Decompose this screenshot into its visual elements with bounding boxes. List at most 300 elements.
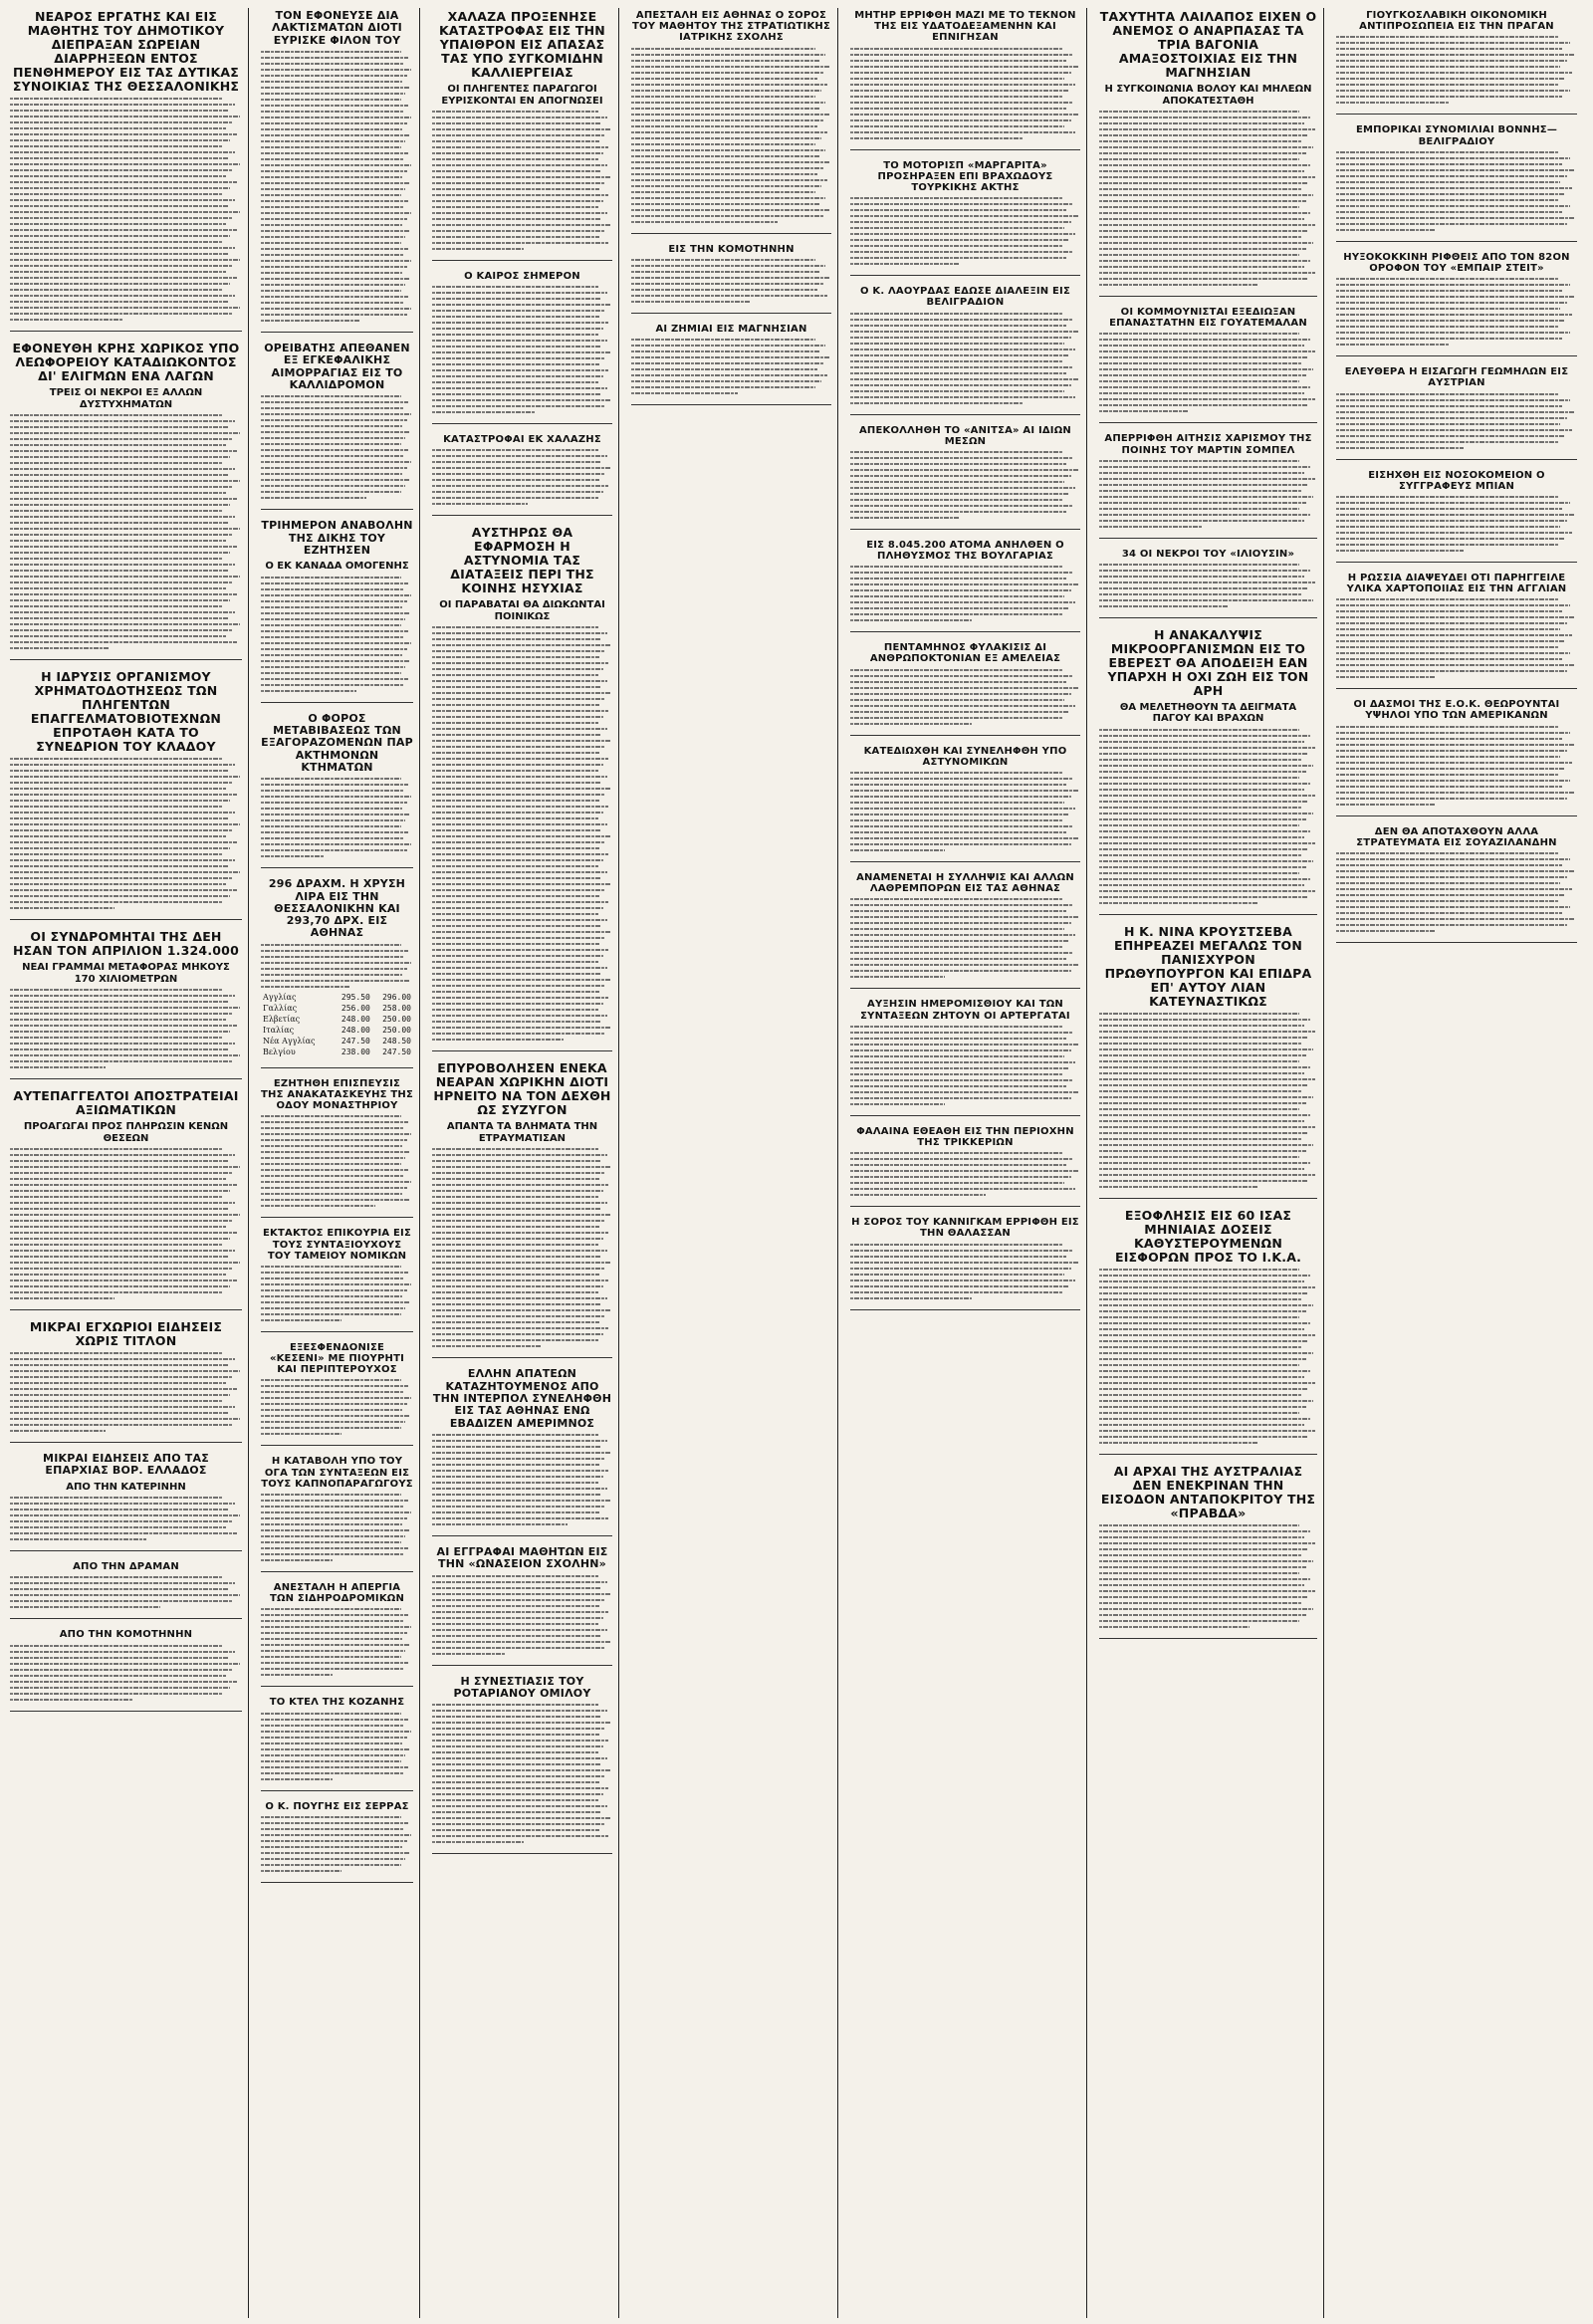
text-line bbox=[432, 411, 535, 413]
text-line bbox=[1099, 1370, 1310, 1372]
text-line bbox=[850, 66, 1078, 68]
text-line bbox=[1099, 1072, 1304, 1074]
text-line bbox=[1099, 807, 1302, 809]
text-line bbox=[10, 1532, 237, 1534]
text-line bbox=[1099, 1174, 1315, 1176]
subheadline: ΑΠΟ ΤΗΝ ΚΑΤΕΡΙΝΗΝ bbox=[66, 1481, 186, 1493]
text-line bbox=[432, 346, 601, 348]
text-line bbox=[1099, 1548, 1308, 1550]
text-line bbox=[432, 304, 610, 306]
text-line bbox=[850, 1152, 1062, 1154]
text-line bbox=[631, 368, 817, 370]
text-line bbox=[432, 1623, 598, 1625]
text-line bbox=[10, 1370, 240, 1372]
article-body bbox=[432, 1434, 612, 1525]
text-line bbox=[261, 784, 408, 786]
article-body bbox=[10, 1497, 242, 1540]
text-line bbox=[432, 704, 599, 706]
text-line bbox=[10, 1588, 228, 1590]
text-line bbox=[261, 1181, 411, 1183]
text-line bbox=[261, 1133, 411, 1135]
table-cell: 250.00 bbox=[382, 1025, 411, 1035]
text-line bbox=[261, 1816, 401, 1818]
text-line bbox=[261, 1157, 405, 1159]
text-line bbox=[432, 1274, 599, 1276]
headline: ΑΙ ΖΗΜΙΑΙ ΕΙΣ ΜΑΓΝΗΣΙΑΝ bbox=[655, 323, 807, 335]
text-line bbox=[261, 654, 402, 656]
text-line bbox=[850, 687, 1078, 689]
text-line bbox=[261, 1266, 401, 1268]
text-line bbox=[432, 176, 610, 178]
text-line bbox=[261, 1547, 408, 1549]
text-line bbox=[432, 1262, 610, 1264]
text-line bbox=[631, 350, 819, 352]
text-line bbox=[850, 946, 1062, 948]
text-line bbox=[261, 986, 350, 988]
text-line bbox=[1099, 284, 1258, 286]
text-line bbox=[432, 164, 607, 166]
text-line bbox=[261, 1828, 404, 1830]
article bbox=[850, 872, 1080, 989]
text-line bbox=[261, 1846, 402, 1848]
text-line bbox=[432, 1285, 603, 1287]
text-line bbox=[1099, 345, 1304, 347]
text-line bbox=[10, 265, 233, 267]
text-line bbox=[261, 1500, 408, 1502]
text-line bbox=[10, 133, 237, 135]
text-line bbox=[1336, 205, 1570, 207]
text-line bbox=[850, 681, 1066, 683]
text-line bbox=[1099, 1424, 1304, 1426]
text-line bbox=[432, 901, 608, 903]
text-line bbox=[1336, 616, 1575, 618]
text-line bbox=[850, 916, 1078, 918]
text-line bbox=[1336, 652, 1570, 654]
text-line bbox=[432, 865, 598, 867]
text-line bbox=[261, 980, 410, 982]
text-line bbox=[10, 1424, 233, 1426]
text-line bbox=[1099, 1156, 1299, 1158]
text-line bbox=[432, 224, 610, 226]
table-cell: 296.00 bbox=[382, 992, 411, 1002]
text-line bbox=[850, 209, 1066, 211]
text-line bbox=[10, 558, 223, 560]
headline: ΟΙ ΣΥΝΔΡΟΜΗΤΑΙ ΤΗΣ ΔΕΗ ΗΣΑΝ ΤΟΝ ΑΠΡΙΛΙΟΝ 1.324.000 bbox=[13, 929, 239, 958]
text-line bbox=[631, 301, 750, 303]
text-line bbox=[10, 307, 240, 309]
column-1 bbox=[10, 8, 249, 2318]
text-line bbox=[10, 1526, 226, 1528]
text-line bbox=[432, 770, 598, 772]
text-line bbox=[10, 492, 226, 494]
text-line bbox=[631, 167, 823, 169]
text-line bbox=[1336, 42, 1570, 44]
text-line bbox=[261, 630, 408, 632]
text-line bbox=[432, 991, 599, 993]
text-line bbox=[631, 161, 829, 163]
text-line bbox=[10, 853, 223, 855]
text-line bbox=[10, 1594, 240, 1596]
text-line bbox=[1099, 460, 1299, 462]
text-line bbox=[1099, 224, 1315, 226]
article bbox=[10, 1320, 242, 1443]
text-line bbox=[850, 1274, 1064, 1276]
text-line bbox=[261, 1553, 404, 1555]
text-line bbox=[1099, 741, 1304, 743]
text-line bbox=[432, 979, 610, 981]
text-line bbox=[261, 1517, 407, 1519]
text-line bbox=[10, 1503, 235, 1505]
text-line bbox=[850, 1250, 1073, 1252]
text-line bbox=[261, 320, 359, 322]
text-line bbox=[432, 1805, 607, 1807]
text-line bbox=[261, 1822, 408, 1824]
headline: Η ΚΑΤΑΒΟΛΗ ΥΠΟ ΤΟΥ ΟΓΑ ΤΩΝ ΣΥΝΤΑΞΕΩΝ ΕΙΣ ΤΟΥΣ ΚΑΠΝΟΠΑΡΑΓΩΓΟΥΣ bbox=[261, 1456, 413, 1490]
text-line bbox=[432, 1494, 601, 1496]
text-line bbox=[432, 1745, 603, 1747]
text-line bbox=[1099, 128, 1315, 130]
text-line bbox=[631, 66, 829, 68]
text-line bbox=[850, 1085, 1066, 1087]
headline: Η ΡΩΣΣΙΑ ΔΙΑΨΕΥΔΕΙ ΟΤΙ ΠΑΡΗΓΓΕΙΛΕ ΥΛΙΚΑ ΧΑΡΤΟΠΟΙΙΑΣ ΕΙΣ ΤΗΝ ΑΓΓΛΙΑΝ bbox=[1346, 572, 1567, 595]
text-line bbox=[261, 648, 407, 650]
headline: ΑΥΤΕΠΑΓΓΕΛΤΟΙ ΑΠΟΣΤΡΑΤΕΙΑΙ ΑΞΙΩΜΑΤΙΚΩΝ bbox=[13, 1088, 239, 1117]
article-body bbox=[10, 758, 242, 909]
text-line bbox=[10, 1166, 240, 1168]
text-line bbox=[1099, 146, 1313, 148]
text-line bbox=[850, 1256, 1066, 1258]
text-line bbox=[10, 1172, 233, 1174]
text-line bbox=[261, 855, 324, 857]
text-line bbox=[10, 1054, 240, 1056]
headline: ΤΑΧΥΤΗΤΑ ΛΑΙΛΑΠΟΣ ΕΙΧΕΝ Ο ΑΝΕΜΟΣ Ο ΑΝΑΡΠΑΣΑΣ ΤΑ ΤΡΙΑ ΒΑΓΟΝΙΑ ΑΜΑΞΟΣΤΟΙΧΙΑΣ ΕΙΣ ΤΗΝ ΜΑΓΝΗΣΙΑΝ bbox=[1099, 9, 1317, 80]
text-line bbox=[1336, 756, 1560, 758]
text-line bbox=[10, 1013, 233, 1015]
text-line bbox=[1099, 404, 1308, 406]
text-line bbox=[261, 1289, 407, 1291]
text-line bbox=[10, 1497, 223, 1499]
text-line bbox=[1099, 1269, 1299, 1271]
text-line bbox=[1099, 1096, 1313, 1098]
text-line bbox=[1336, 738, 1562, 740]
text-line bbox=[432, 1434, 598, 1436]
text-line bbox=[1099, 759, 1302, 761]
text-line bbox=[1336, 60, 1567, 62]
text-line bbox=[1099, 605, 1228, 607]
text-line bbox=[631, 362, 823, 364]
article bbox=[850, 1217, 1080, 1309]
text-line bbox=[432, 218, 601, 220]
text-line bbox=[432, 188, 599, 190]
text-line bbox=[10, 817, 228, 819]
text-line bbox=[432, 1593, 610, 1595]
text-line bbox=[432, 1775, 605, 1777]
text-line bbox=[261, 437, 405, 439]
text-line bbox=[850, 934, 1075, 936]
text-line bbox=[432, 1506, 605, 1508]
text-line bbox=[1099, 1412, 1299, 1414]
text-line bbox=[261, 224, 402, 226]
text-line bbox=[261, 1559, 333, 1561]
text-line bbox=[631, 386, 815, 388]
text-line bbox=[261, 1415, 410, 1417]
text-line bbox=[10, 1031, 230, 1033]
text-line bbox=[631, 78, 817, 80]
text-line bbox=[432, 116, 607, 118]
text-line bbox=[261, 1858, 405, 1860]
text-line bbox=[631, 48, 815, 50]
headline: ΑΠΕΚΟΛΛΗΘΗ ΤΟ «ΑΝΙΤΣΑ» ΑΙ ΙΔΙΩΝ ΜΕΣΩΝ bbox=[858, 424, 1071, 447]
text-line bbox=[631, 173, 817, 175]
subheadline: Η ΣΥΓΚΟΙΝΩΝΙΑ ΒΟΛΟΥ ΚΑΙ ΜΗΛΕΩΝ ΑΠΟΚΑΤΕΣΤΑΘΗ bbox=[1104, 84, 1312, 107]
text-line bbox=[850, 1032, 1073, 1034]
text-line bbox=[1336, 640, 1565, 642]
text-line bbox=[10, 581, 233, 583]
text-line bbox=[10, 1418, 240, 1420]
headline: ΑΥΣΤΗΡΩΣ ΘΑ ΕΦΑΡΜΟΣΗ Η ΑΣΤΥΝΟΜΙΑ ΤΑΣ ΔΙΑΤΑΞΕΙΣ ΠΕΡΙ ΤΗΣ ΚΟΙΝΗΣ ΗΣΥΧΙΑΣ bbox=[450, 525, 594, 596]
text-line bbox=[261, 1403, 407, 1405]
text-line bbox=[10, 313, 233, 315]
text-line bbox=[631, 295, 827, 297]
text-line bbox=[432, 200, 603, 202]
headline: ΕΙΣΗΧΘΗ ΕΙΣ ΝΟΣΟΚΟΜΕΙΟΝ Ο ΣΥΓΓΡΑΦΕΥΣ ΜΠΙΑΝ bbox=[1368, 469, 1545, 492]
text-line bbox=[850, 343, 1064, 345]
text-line bbox=[1099, 254, 1299, 256]
article bbox=[261, 1801, 413, 1883]
text-line bbox=[1336, 102, 1450, 104]
text-line bbox=[10, 641, 237, 643]
text-line bbox=[432, 1327, 608, 1329]
text-line bbox=[1336, 417, 1567, 419]
text-line bbox=[1099, 1584, 1304, 1586]
headline: ΑΝΑΜΕΝΕΤΑΙ Η ΣΥΛΛΗΨΙΣ ΚΑΙ ΑΛΛΩΝ ΛΑΘΡΕΜΠΟΡΩΝ ΕΙΣ ΤΑΣ ΑΘΗΝΑΣ bbox=[856, 872, 1074, 895]
text-line bbox=[1336, 175, 1567, 177]
text-line bbox=[261, 1662, 408, 1664]
text-line bbox=[631, 179, 827, 181]
text-line bbox=[10, 1651, 235, 1653]
text-line bbox=[631, 221, 778, 223]
text-line bbox=[1336, 646, 1558, 648]
text-line bbox=[432, 1835, 608, 1837]
text-line bbox=[432, 1166, 610, 1168]
text-line bbox=[261, 808, 402, 810]
text-line bbox=[432, 497, 598, 499]
text-line bbox=[850, 481, 1064, 483]
text-line bbox=[261, 1772, 404, 1774]
text-line bbox=[261, 678, 408, 680]
text-line bbox=[850, 354, 1068, 356]
text-line bbox=[850, 487, 1075, 489]
text-line bbox=[850, 1079, 1073, 1081]
text-line bbox=[1336, 622, 1567, 624]
column-6 bbox=[1099, 8, 1324, 2318]
text-line bbox=[261, 134, 410, 136]
text-line bbox=[261, 284, 405, 286]
article bbox=[850, 999, 1080, 1115]
text-line bbox=[1099, 587, 1308, 589]
text-line bbox=[432, 1232, 608, 1234]
text-line bbox=[850, 849, 945, 851]
article bbox=[850, 425, 1080, 530]
text-line bbox=[1336, 514, 1575, 516]
text-line bbox=[1099, 1186, 1258, 1188]
text-line bbox=[631, 203, 819, 205]
text-line bbox=[850, 378, 1078, 380]
text-line bbox=[432, 788, 610, 790]
text-line bbox=[432, 1823, 605, 1825]
text-line bbox=[10, 829, 233, 831]
text-line bbox=[261, 1834, 411, 1836]
text-line bbox=[261, 272, 402, 274]
article-body bbox=[850, 566, 1080, 621]
text-line bbox=[432, 194, 608, 196]
column-2 bbox=[261, 8, 420, 2318]
headline: ΜΙΚΡΑΙ ΕΙΔΗΣΕΙΣ ΑΠΟ ΤΑΣ ΕΠΑΡΧΙΑΣ ΒΟΡ. ΕΛΛΑΔΟΣ bbox=[43, 1452, 209, 1478]
text-line bbox=[850, 589, 1071, 591]
text-line bbox=[432, 212, 607, 214]
text-line bbox=[1099, 1418, 1310, 1420]
table-row bbox=[261, 1036, 413, 1046]
text-line bbox=[1099, 1578, 1310, 1580]
text-line bbox=[261, 413, 411, 415]
text-line bbox=[850, 595, 1064, 597]
text-line bbox=[261, 577, 401, 579]
text-line bbox=[432, 752, 599, 754]
text-line bbox=[432, 1470, 608, 1472]
text-line bbox=[850, 1164, 1066, 1166]
text-line bbox=[850, 1038, 1066, 1040]
article-body bbox=[1099, 1013, 1317, 1188]
text-line bbox=[432, 1488, 607, 1490]
article bbox=[261, 1342, 413, 1447]
subheadline: ΠΡΟΑΓΩΓΑΙ ΠΡΟΣ ΠΛΗΡΩΣΙΝ ΚΕΝΩΝ ΘΕΣΕΩΝ bbox=[23, 1121, 229, 1144]
text-line bbox=[261, 1632, 407, 1634]
text-line bbox=[850, 566, 1062, 568]
article-body bbox=[10, 1645, 242, 1701]
table-cell: 248.00 bbox=[341, 1025, 370, 1035]
text-line bbox=[432, 853, 608, 855]
text-line bbox=[10, 110, 228, 112]
text-line bbox=[432, 716, 603, 718]
text-line bbox=[10, 1190, 230, 1192]
text-line bbox=[1336, 798, 1567, 800]
text-line bbox=[10, 629, 233, 631]
text-line bbox=[432, 829, 601, 831]
text-line bbox=[10, 1699, 132, 1701]
text-line bbox=[432, 758, 608, 760]
article bbox=[1336, 124, 1577, 241]
text-line bbox=[850, 910, 1066, 912]
text-line bbox=[1336, 550, 1464, 552]
text-line bbox=[850, 922, 1071, 924]
text-line bbox=[10, 871, 240, 873]
text-line bbox=[261, 248, 408, 250]
text-line bbox=[1099, 872, 1299, 874]
text-line bbox=[432, 158, 598, 160]
article bbox=[1336, 699, 1577, 815]
text-line bbox=[432, 170, 601, 172]
text-line bbox=[1336, 344, 1450, 346]
text-line bbox=[10, 1001, 228, 1003]
text-line bbox=[1099, 878, 1310, 880]
text-line bbox=[631, 339, 815, 341]
article bbox=[432, 1368, 612, 1536]
text-line bbox=[631, 271, 819, 273]
text-line bbox=[432, 1722, 610, 1724]
text-line bbox=[261, 1840, 407, 1842]
text-line bbox=[1099, 374, 1306, 376]
text-line bbox=[432, 1214, 610, 1216]
table-cell: Γαλλίας bbox=[263, 1003, 298, 1013]
text-line bbox=[631, 215, 823, 217]
text-line bbox=[631, 277, 829, 279]
text-line bbox=[432, 1009, 598, 1011]
text-line bbox=[10, 1576, 223, 1578]
table-cell: 238.00 bbox=[341, 1046, 370, 1056]
text-line bbox=[1336, 157, 1570, 159]
text-line bbox=[432, 1517, 608, 1519]
text-line bbox=[432, 1244, 598, 1246]
headline: ΤΟ ΚΤΕΛ ΤΗΣ ΚΟΖΑΝΗΣ bbox=[269, 1697, 405, 1709]
text-line bbox=[850, 54, 1073, 56]
text-line bbox=[10, 277, 237, 279]
text-line bbox=[10, 1208, 228, 1210]
text-line bbox=[432, 491, 603, 493]
text-line bbox=[850, 675, 1073, 677]
text-line bbox=[1336, 429, 1572, 431]
text-line bbox=[1099, 182, 1308, 184]
text-line bbox=[1099, 1352, 1313, 1354]
text-line bbox=[432, 1641, 610, 1643]
text-line bbox=[1099, 122, 1304, 124]
text-line bbox=[1099, 508, 1299, 510]
text-line bbox=[1336, 762, 1572, 764]
text-line bbox=[1099, 170, 1304, 172]
text-line bbox=[261, 1278, 404, 1279]
text-line bbox=[261, 690, 356, 692]
text-line bbox=[432, 1781, 599, 1783]
text-line bbox=[432, 1015, 607, 1017]
text-line bbox=[850, 669, 1062, 671]
text-line bbox=[261, 1283, 411, 1285]
text-line bbox=[1336, 302, 1567, 304]
text-line bbox=[10, 770, 228, 772]
article bbox=[261, 1697, 413, 1790]
text-line bbox=[10, 794, 237, 796]
text-line bbox=[432, 1757, 607, 1759]
article-body bbox=[850, 48, 1080, 139]
headline: ΑΙ ΕΓΓΡΑΦΑΙ ΜΑΘΗΤΩΝ ΕΙΣ ΤΗΝ «ΩΝΑΣΕΙΟΝ ΣΧΟΛΗΝ» bbox=[436, 1544, 608, 1571]
text-line bbox=[432, 859, 603, 861]
text-line bbox=[432, 710, 608, 712]
article bbox=[261, 1078, 413, 1219]
text-line bbox=[261, 395, 401, 397]
text-line bbox=[432, 782, 601, 784]
text-line bbox=[1336, 532, 1572, 534]
headline: ΕΠΥΡΟΒΟΛΗΣΕΝ ΕΝΕΚΑ ΝΕΑΡΑΝ ΧΩΡΙΚΗΝ ΔΙΟΤΙ ΗΡΝΕΙΤΟ ΝΑ ΤΟΝ ΔΕΧΘΗ ΩΣ ΣΥΖΥΓΟΝ bbox=[433, 1060, 611, 1118]
text-line bbox=[850, 1055, 1064, 1057]
text-line bbox=[631, 102, 825, 104]
text-line bbox=[850, 1103, 945, 1105]
text-line bbox=[261, 236, 405, 238]
text-line bbox=[631, 149, 825, 151]
headline: ΟΙ ΚΟΜΜΟΥΝΙΣΤΑΙ ΕΞΕΔΙΩΞΑΝ ΕΠΑΝΑΣΤΑΤΗΝ ΕΙΣ ΓΟΥΑΤΕΜΑΛΑΝ bbox=[1109, 307, 1307, 330]
text-line bbox=[261, 1205, 375, 1207]
text-line bbox=[432, 1829, 599, 1831]
text-line bbox=[1336, 278, 1558, 280]
text-line bbox=[1099, 1376, 1304, 1378]
text-line bbox=[850, 457, 1073, 459]
